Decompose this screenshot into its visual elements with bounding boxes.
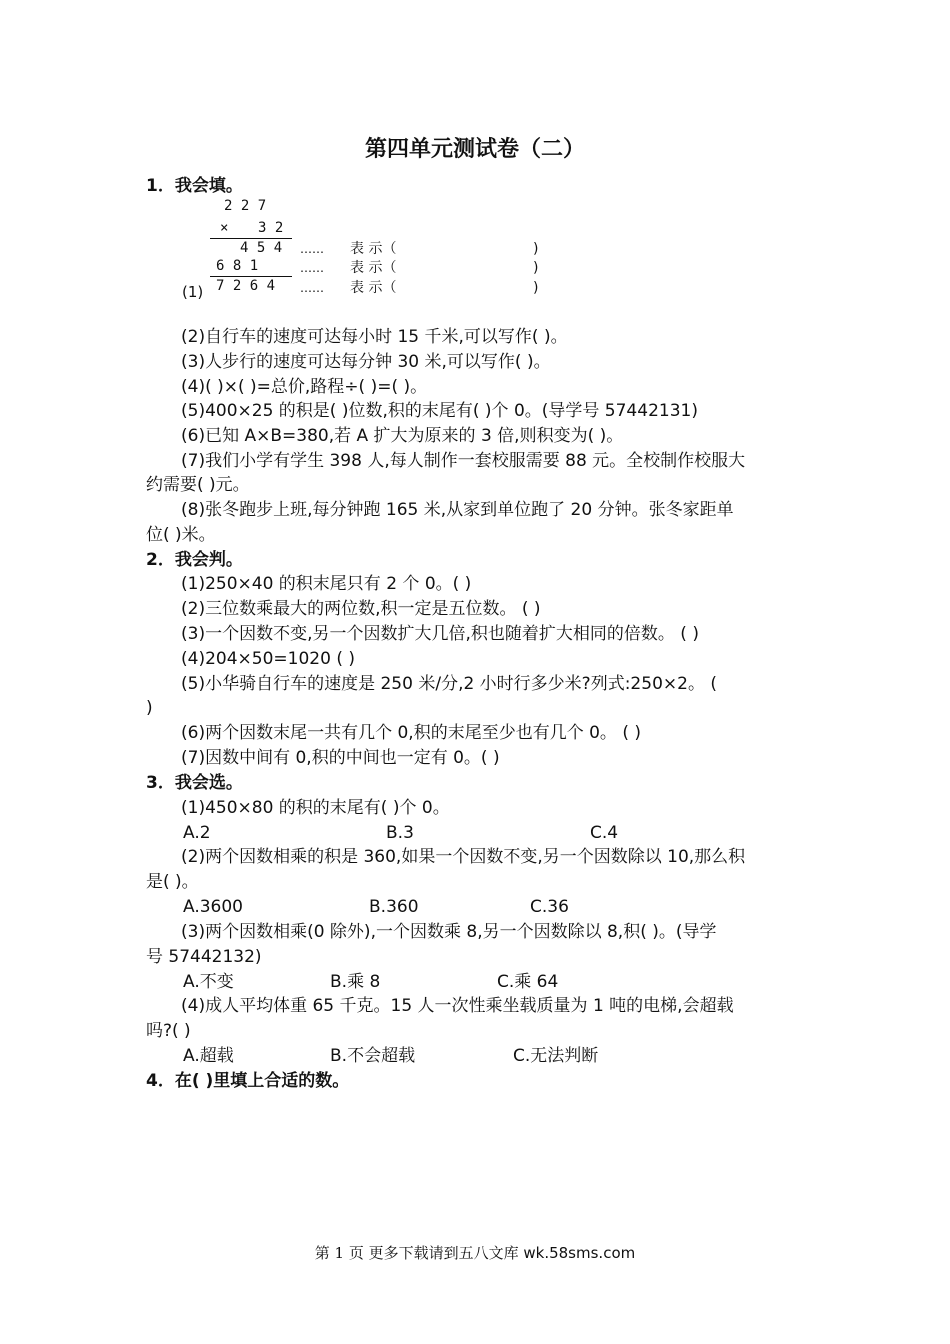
s1-q7-line2: 约需要( )元。 — [146, 475, 250, 495]
s3-q1-option-c: C.4 — [590, 823, 619, 843]
s3-q2-line2: 是( )。 — [146, 872, 199, 892]
s3-q3-line1: (3)两个因数相乘(0 除外),一个因数乘 8,另一个因数除以 8,积( )。(导学 — [181, 922, 717, 942]
section-4-heading: 4．在( )里填上合适的数。 — [146, 1071, 350, 1091]
s3-q1: (1)450×80 的积的末尾有( )个 0。 — [181, 798, 450, 818]
s3-q3-line2: 号 57442132) — [146, 947, 262, 967]
section-1-heading: 1．我会填。 — [146, 176, 243, 196]
s3-q4-option-c: C.无法判断 — [513, 1046, 599, 1066]
s1-q5: (5)400×25 的积是( )位数,积的末尾有( )个 0。(导学号 57442131) — [181, 401, 698, 421]
page-footer — [0, 1242, 950, 1263]
calc-partial-2: 6 8 1 — [216, 258, 259, 274]
footer-site-link[interactable]: wk.58sms.com — [523, 1244, 636, 1262]
page-title: 第四单元测试卷（二） — [364, 136, 585, 162]
s1-q4: (4)( )×( )=总价,路程÷( )=( )。 — [181, 377, 428, 397]
s2-q6: (6)两个因数末尾一共有几个 0,积的末尾至少也有几个 0。 ( ) — [181, 723, 641, 743]
s2-q4: (4)204×50=1020 ( ) — [181, 649, 355, 669]
s2-q1: (1)250×40 的积末尾只有 2 个 0。( ) — [181, 574, 472, 594]
s1-q7-line1: (7)我们小学有学生 398 人,每人制作一套校服需要 88 元。全校制作校服大 — [181, 451, 746, 471]
s1-q6: (6)已知 A×B=380,若 A 扩大为原来的 3 倍,则积变为( )。 — [181, 426, 624, 446]
section-2-heading: 2．我会判。 — [146, 550, 243, 570]
calc-close-1: ) — [533, 241, 539, 257]
calc-label-1: 表 示（ — [350, 241, 397, 257]
s2-q3: (3)一个因数不变,另一个因数扩大几倍,积也随着扩大相同的倍数。 ( ) — [181, 624, 699, 644]
calc-multiplicand: 2 2 7 — [224, 198, 267, 214]
s3-q4-option-b: B.不会超载 — [330, 1046, 416, 1066]
vertical-multiplication — [180, 194, 580, 304]
s1-q8-line2: 位( )米。 — [146, 525, 216, 545]
s3-q3-option-a: A.不变 — [183, 972, 234, 992]
s3-q3-option-b: B.乘 8 — [330, 972, 381, 992]
s3-q2-option-b: B.360 — [369, 897, 419, 917]
calc-label-3: 表 示（ — [350, 280, 397, 296]
calc-label-2: 表 示（ — [350, 260, 397, 276]
s2-q5-line1: (5)小华骑自行车的速度是 250 米/分,2 小时行多少米?列式:250×2。 ( — [181, 674, 717, 694]
s1-q3: (3)人步行的速度可达每分钟 30 米,可以写作( )。 — [181, 352, 551, 372]
s2-q7: (7)因数中间有 0,积的中间也一定有 0。( ) — [181, 748, 500, 768]
s2-q5-line2: ) — [146, 698, 153, 718]
calc-question-index: (1) — [182, 283, 204, 301]
calc-rule-bottom — [210, 276, 292, 277]
calc-dots-2: …… — [300, 261, 324, 275]
calc-close-3: ) — [533, 280, 539, 296]
calc-close-2: ) — [533, 260, 539, 276]
calc-times-sign: × — [220, 220, 229, 236]
s3-q1-option-a: A.2 — [183, 823, 211, 843]
s3-q3-option-c: C.乘 64 — [497, 972, 559, 992]
calc-dots-3: …… — [300, 281, 324, 295]
calc-product: 7 2 6 4 — [216, 278, 276, 294]
s1-q2: (2)自行车的速度可达每小时 15 千米,可以写作( )。 — [181, 327, 568, 347]
s3-q4-line1: (4)成人平均体重 65 千克。15 人一次性乘坐载质量为 1 吨的电梯,会超载 — [181, 996, 734, 1016]
calc-rule-top — [210, 238, 292, 239]
s3-q2-line1: (2)两个因数相乘的积是 360,如果一个因数不变,另一个因数除以 10,那么积 — [181, 847, 746, 867]
s3-q2-option-a: A.3600 — [183, 897, 243, 917]
s2-q2: (2)三位数乘最大的两位数,积一定是五位数。 ( ) — [181, 599, 541, 619]
footer-text: 第 1 页 更多下载请到五八文库 — [314, 1244, 524, 1262]
section-3-heading: 3．我会选。 — [146, 773, 243, 793]
s1-q8-line1: (8)张冬跑步上班,每分钟跑 165 米,从家到单位跑了 20 分钟。张冬家距单 — [181, 500, 734, 520]
calc-multiplier: 3 2 — [258, 220, 284, 236]
calc-dots-1: …… — [300, 242, 324, 256]
s3-q4-line2: 吗?( ) — [146, 1021, 191, 1041]
s3-q2-option-c: C.36 — [530, 897, 569, 917]
calc-partial-1: 4 5 4 — [240, 240, 283, 256]
s3-q1-option-b: B.3 — [386, 823, 414, 843]
s3-q4-option-a: A.超载 — [183, 1046, 234, 1066]
